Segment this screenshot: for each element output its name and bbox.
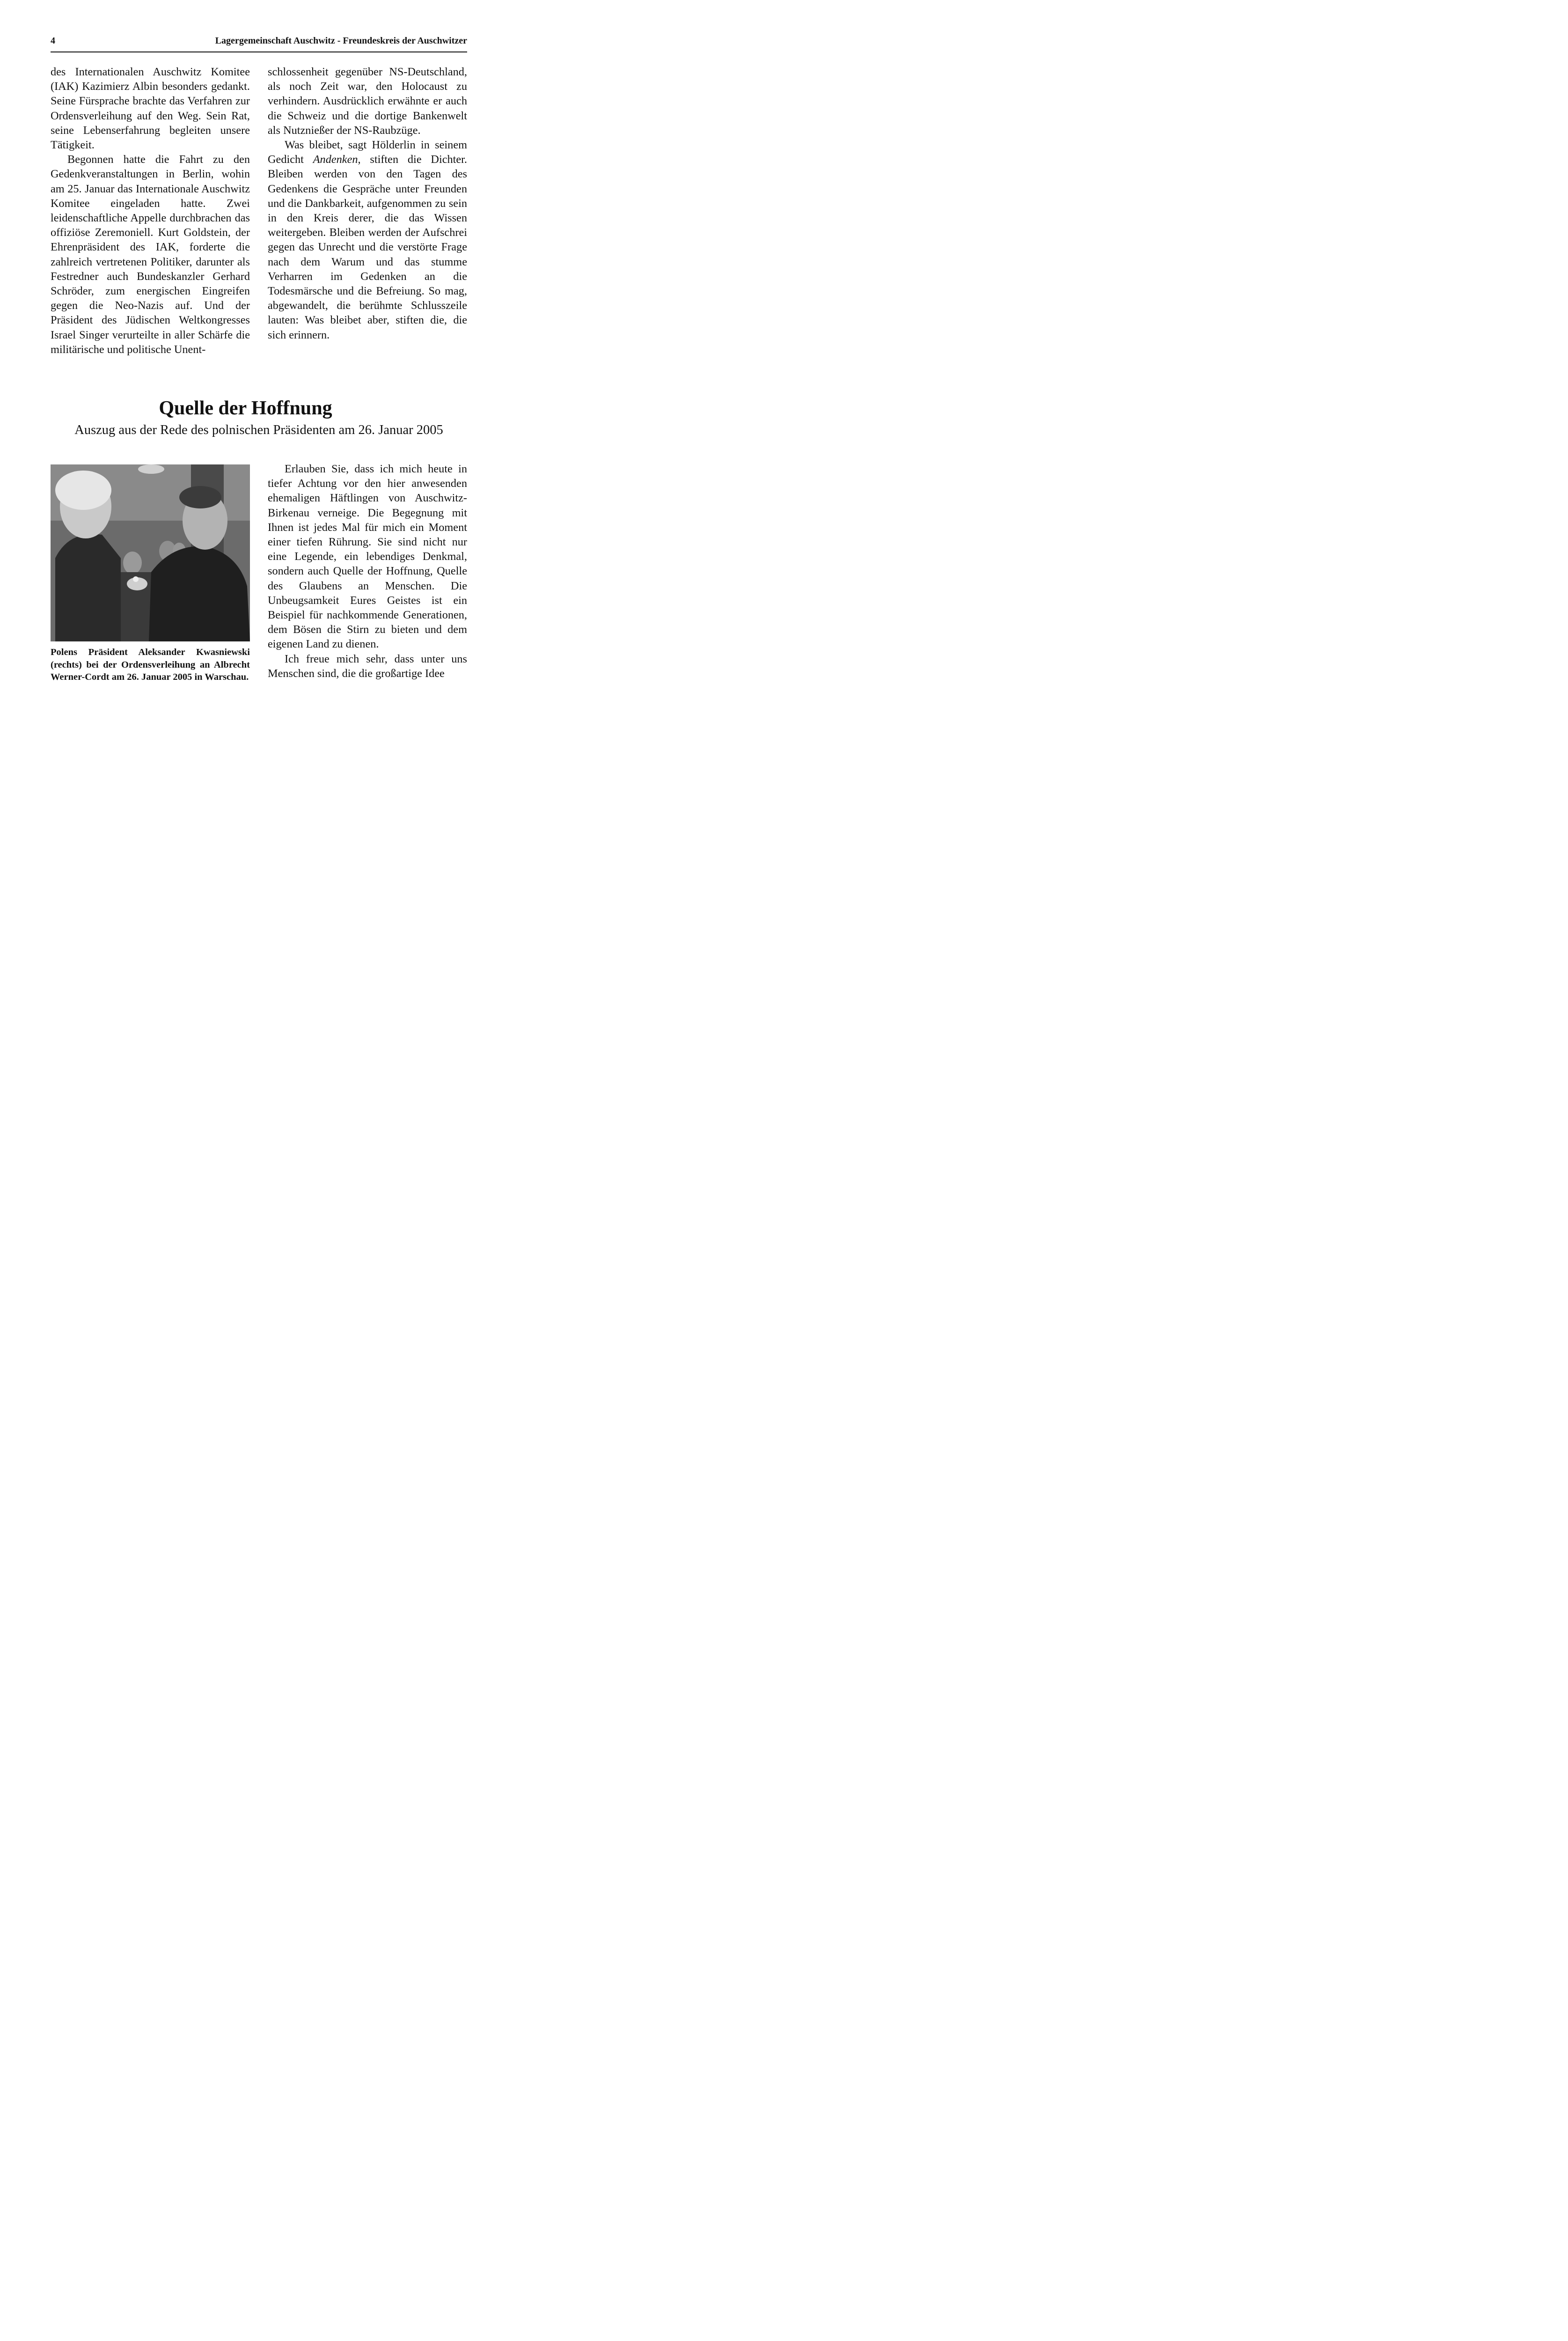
paragraph: Ich freue mich sehr, dass unter uns Menschen sind, die die großartige Idee xyxy=(268,652,467,680)
paragraph-text: Was bleibet, sagt Hölderlin in seinem Gedicht xyxy=(268,139,467,166)
page-header xyxy=(51,36,467,52)
caption-text: Polens Präsident Aleksander Kwasniewski (rechts) bei der Ordensverleihung an Albrecht Werner-Cordt am 26. Januar 2005 in Warschau. xyxy=(51,647,250,682)
poem-title: Andenken xyxy=(313,153,358,166)
paragraph-with-poem-title xyxy=(268,138,467,342)
ceremony-photo xyxy=(51,464,250,641)
paragraph-text: , stiften die Dichter. Bleiben werden von den Tagen des Gedenkens die Gespräche unter Freunden und die Dankbarkeit, aufgenommen zu sein in den Kreis derer, die das Wissen weitergeben. Bleiben werden der Aufschrei gegen das Unrecht und die verstörte Frage nach dem Warum und das stumme Verharren im Gedenken an die Todesmärsche und die Befreiung. So mag, abgewandelt, die berühmte Schlusszeile lauten: Was bleibet aber, stiften die, die sich erinnern. xyxy=(268,153,467,341)
paragraph: des Internationalen Auschwitz Komitee (IAK) Kazimierz Albin besonders gedankt. Seine Fürsprache brachte das Verfahren zur Ordensverleihung auf den Weg. Sein Rat, seine Lebenserfahrung begleiten unsere Tätigkeit. xyxy=(51,66,250,152)
right-column-top xyxy=(268,65,467,342)
speech-column xyxy=(268,462,467,681)
photo-caption xyxy=(51,646,250,684)
section-subtitle: Auszug aus der Rede des polnischen Präsidenten am 26. Januar 2005 xyxy=(74,423,443,437)
paragraph: Erlauben Sie, dass ich mich heute in tiefer Achtung vor den hier anwesenden ehemaligen Häftlingen von Auschwitz-Birkenau verneige. Die Begegnung mit Ihnen ist jedes Mal für mich ein Moment einer tiefen Rührung. Sie sind nicht nur eine Legende, ein lebendiges Denkmal, sondern auch Quelle der Hoffnung, Quelle des Glaubens an Menschen. Die Unbeugsamkeit Eures Geistes ist ein Beispiel für nachkommende Generationen, dem Bösen die Stirn zu bieten und dem eigenen Land zu dienen. xyxy=(268,463,467,651)
section-title: Quelle der Hoffnung xyxy=(159,398,332,419)
page-number: 4 xyxy=(51,36,55,46)
paragraph: Begonnen hatte die Fahrt zu den Gedenkveranstaltungen in Berlin, wohin am 25. Januar das Internationale Auschwitz Komitee eingeladen hatte. Zwei leidenschaftliche Appelle durchbrachen das offiziöse Zeremoniell. Kurt Goldstein, der Ehrenpräsident des IAK, forderte die zahlreich vertretenen Politiker, darunter als Festredner auch Bundeskanzler Gerhard Schröder, zum energischen Eingreifen gegen die Neo-Nazis auf. Und der Präsident des Jüdischen Weltkongresses Israel Singer verurteilte in aller Schärfe die militärische und politische Unent- xyxy=(51,153,250,356)
paragraph: schlossenheit gegenüber NS-Deutschland, als noch Zeit war, den Holocaust zu verhindern. Ausdrücklich erwähnte er auch die Schweiz und die dortige Bankenwelt als Nutznießer der NS-Raubzüge. xyxy=(268,66,467,137)
left-column-top xyxy=(51,65,250,357)
running-title: Lagergemeinschaft Auschwitz - Freundeskreis der Auschwitzer xyxy=(215,36,467,46)
ceremony-photo-illustration xyxy=(51,464,250,641)
